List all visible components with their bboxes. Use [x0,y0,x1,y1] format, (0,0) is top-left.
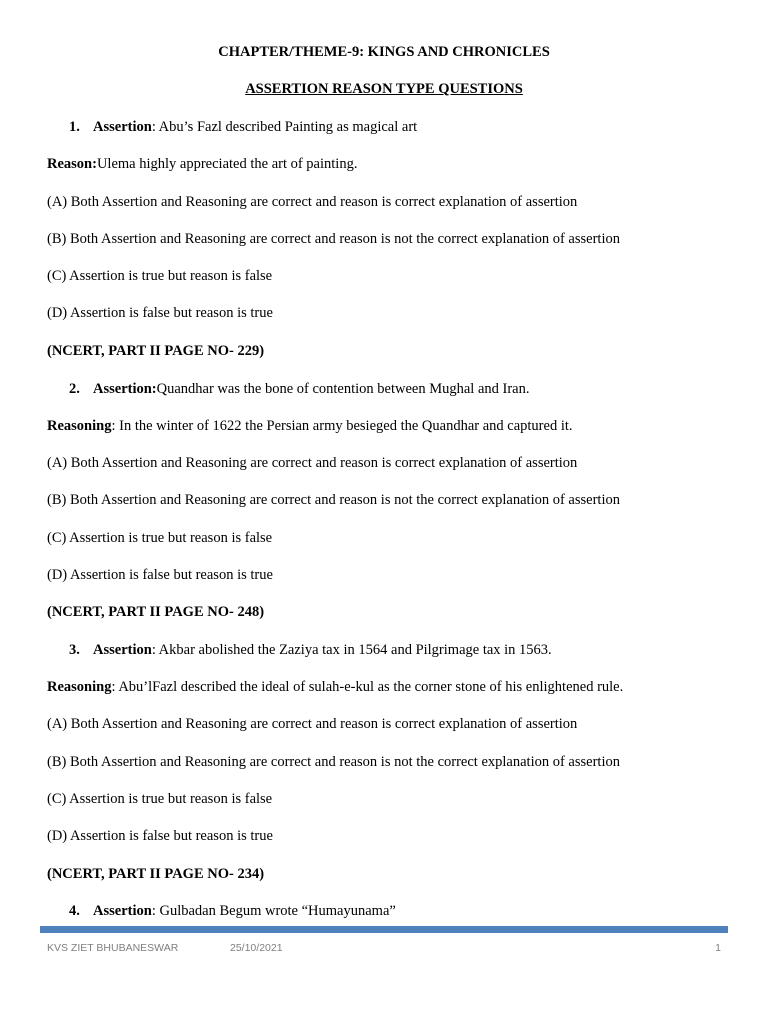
reason-label: Reasoning [47,418,112,434]
question-2-option-c: (C) Assertion is true but reason is false [47,530,273,546]
section-title: ASSERTION REASON TYPE QUESTIONS [245,81,523,97]
question-number: 1. [69,119,80,135]
assertion-label: Assertion: [93,381,157,397]
question-2-assertion [69,380,728,398]
question-1-reason [47,155,728,173]
footer-organization: KVS ZIET BHUBANESWAR [47,942,179,954]
footer-date: 25/10/2021 [230,942,283,954]
question-1-assertion [69,118,728,136]
reason-text: Ulema highly appreciated the art of painting. [96,156,358,172]
assertion-separator: : [151,119,159,135]
footer-page-number: 1 [715,942,721,954]
question-number: 2. [69,381,80,397]
question-3-option-d: (D) Assertion is false but reason is true [47,828,273,844]
question-1-option-c: (C) Assertion is true but reason is false [47,268,273,284]
question-3-option-b: (B) Both Assertion and Reasoning are correct and reason is not the correct explanation of assertion [47,754,620,770]
assertion-text: Quandhar was the bone of contention between Mughal and Iran. [156,381,530,397]
reason-label: Reason: [47,156,97,172]
assertion-text: Akbar abolished the Zaziya tax in 1564 and Pilgrimage tax in 1563. [158,642,552,658]
question-3-option-a: (A) Both Assertion and Reasoning are correct and reason is correct explanation of assertion [47,716,578,732]
question-1-reference: (NCERT, PART II PAGE NO- 229) [47,343,265,359]
question-2-reason [47,417,728,435]
question-4-assertion [69,902,728,920]
question-3-option-c: (C) Assertion is true but reason is false [47,791,273,807]
question-number: 3. [69,642,80,658]
question-2-option-b: (B) Both Assertion and Reasoning are correct and reason is not the correct explanation of assertion [47,492,620,508]
question-1-option-d: (D) Assertion is false but reason is true [47,305,273,321]
question-number: 4. [69,903,80,919]
question-1-option-b: (B) Both Assertion and Reasoning are correct and reason is not the correct explanation of assertion [47,231,620,247]
question-2-reference: (NCERT, PART II PAGE NO- 248) [47,604,265,620]
question-3-reference: (NCERT, PART II PAGE NO- 234) [47,866,265,882]
assertion-text: Gulbadan Begum wrote “Humayunama” [159,903,396,919]
question-2-option-a: (A) Both Assertion and Reasoning are correct and reason is correct explanation of assertion [47,455,578,471]
question-3-assertion [69,641,728,659]
question-3-reason [47,678,728,696]
assertion-label: Assertion [93,642,152,658]
footer-rule [40,926,728,933]
reason-text: : Abu’lFazl described the ideal of sulah-e-kul as the corner stone of his enlightened rule. [111,679,624,695]
assertion-label: Assertion [93,119,152,135]
reason-label: Reasoning [47,679,112,695]
chapter-title: CHAPTER/THEME-9: KINGS AND CHRONICLES [218,44,550,60]
reason-text: : In the winter of 1622 the Persian army besieged the Quandhar and captured it. [111,418,573,434]
question-2-option-d: (D) Assertion is false but reason is true [47,567,273,583]
assertion-label: Assertion [93,903,152,919]
assertion-separator: : [151,642,159,658]
assertion-text: Abu’s Fazl described Painting as magical art [158,119,418,135]
question-1-option-a: (A) Both Assertion and Reasoning are correct and reason is correct explanation of assertion [47,194,578,210]
assertion-separator: : [151,903,160,919]
